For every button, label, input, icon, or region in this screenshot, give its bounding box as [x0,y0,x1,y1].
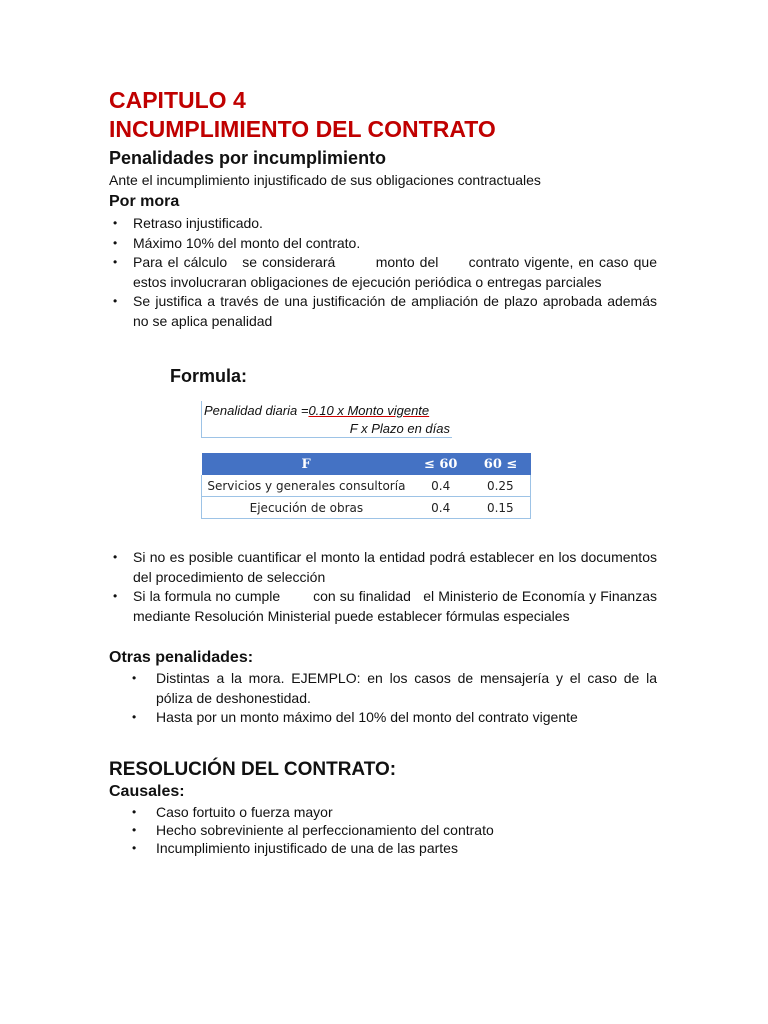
formula-denominator: F x Plazo en días [349,421,450,436]
table-cell: 0.4 [411,497,471,519]
bullet-icon: • [132,710,137,724]
table-cell: 0.4 [411,475,471,497]
causales-heading: Causales: [109,783,185,800]
list-item: • Hecho sobreviniente al perfeccionamiento del contrato [132,821,657,839]
table-cell: 0.15 [471,497,531,519]
table-row [202,497,531,519]
penalidades-heading: Penalidades por incumplimiento [109,148,387,168]
causales-list [132,803,657,857]
table-cell: Servicios y generales consultoría [202,475,411,497]
table-header-row [202,453,531,475]
resolucion-heading: RESOLUCIÓN DEL CONTRATO: [109,759,397,780]
list-item: • Distintas a la mora. EJEMPLO: en los casos de mensajería y el caso de la póliza de deshonestidad. [132,670,657,706]
list-item: • Si la formula no cumple con su finalidad el Ministerio de Economía y Finanzas mediante Resolución Ministerial puede establecer fórmulas especiales [113,588,661,624]
bullet-icon: • [113,255,118,269]
chapter-label: CAPITULO 4 [109,87,246,113]
bullet-icon: • [132,841,137,855]
bullet-icon: • [113,235,118,250]
bullet-icon: • [113,550,118,564]
list-item: • Si no es posible cuantificar el monto la entidad podrá establecer en los documentos del procedimiento de selección [113,549,657,585]
por-mora-heading: Por mora [109,193,180,210]
formula-box [201,401,452,438]
bullet-icon: • [132,671,137,685]
table-header-cell: ≤ 60 [411,453,471,475]
formula-numerator: Penalidad diaria =0.10 x Monto vigente [204,403,430,418]
formula-heading: Formula: [170,366,248,386]
table-header-cell: F [202,453,411,475]
list-item: • Máximo 10% del monto del contrato. [109,234,657,254]
bullet-icon: • [132,805,137,819]
list-item: • Para el cálculo se considerará monto del contrato vigente, en caso que estos involucraran obligaciones de ejecución periódica o entregas parciales [113,254,661,290]
bullet-icon: • [113,216,118,230]
additional-list [109,548,661,626]
bullet-icon: • [113,589,118,603]
bullet-icon: • [113,294,118,308]
otras-penalidades-heading: Otras penalidades: [109,649,254,666]
list-item: • Se justifica a través de una justificación de ampliación de plazo aprobada además no se aplica penalidad [113,293,657,329]
table-cell: Ejecución de obras [202,497,411,519]
table-row [202,475,531,497]
table-header-cell: 60 ≤ [471,453,531,475]
table-cell: 0.25 [471,475,531,497]
penalty-factor-table [201,453,531,519]
list-item: • Hasta por un monto máximo del 10% del monto del contrato vigente [132,708,657,728]
bullet-icon: • [132,823,137,837]
otras-penalidades-list [132,669,657,728]
por-mora-list [109,214,661,331]
list-item: • Incumplimiento injustificado de una de las partes [132,839,657,857]
list-item: • Retraso injustificado. [109,214,657,234]
chapter-title: INCUMPLIMIENTO DEL CONTRATO [109,116,496,142]
penalidades-intro: Ante el incumplimiento injustificado de sus obligaciones contractuales [109,172,541,188]
list-item: • Caso fortuito o fuerza mayor [132,803,657,821]
